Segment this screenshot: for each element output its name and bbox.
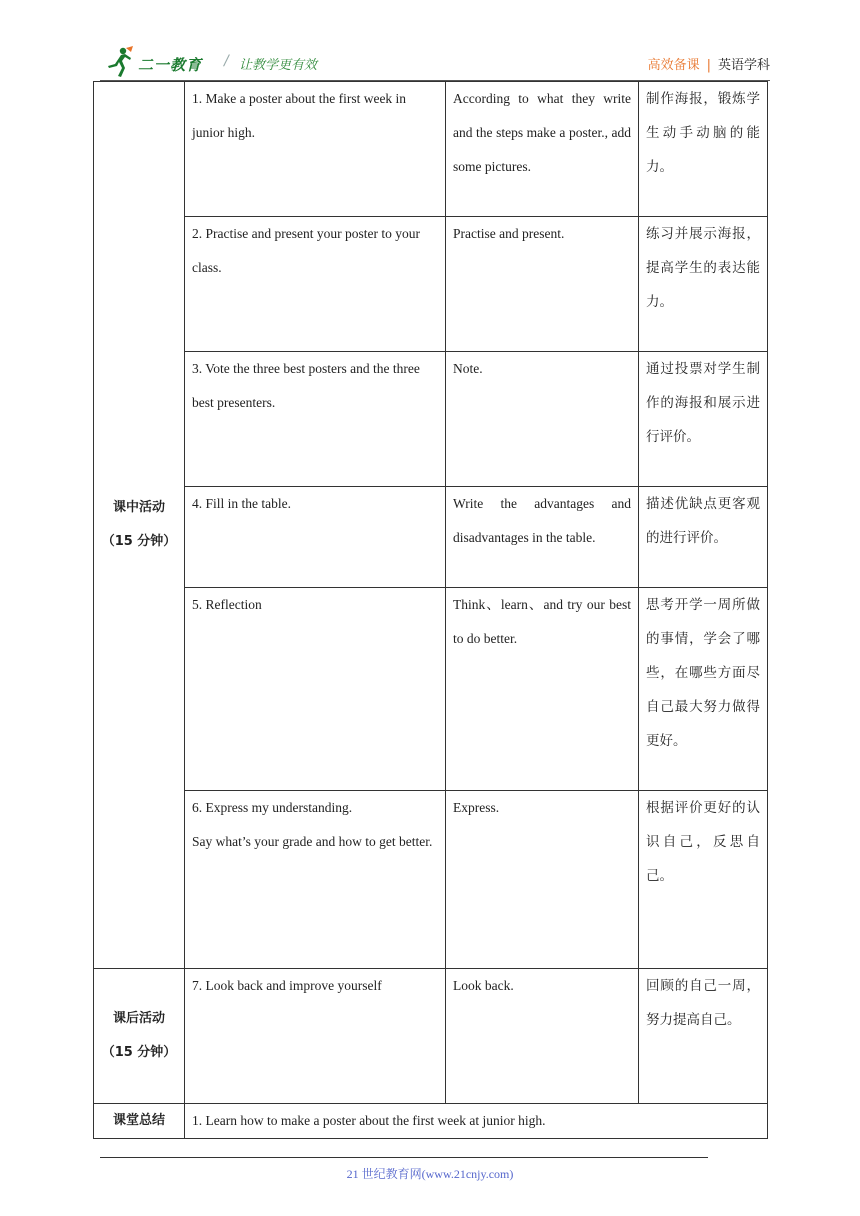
runner-logo-icon [104,46,134,78]
table-row [94,969,768,1104]
brand-name: 二一教育 [138,56,203,74]
student-activity-cell [446,352,639,487]
purpose-text: 通过投票对学生制作的海报和展示进行评价。 [646,361,760,445]
activity-text: Say what’s your grade and how to get better. [192,834,433,849]
activity-cell [185,352,446,487]
purpose-cell [639,791,768,969]
purpose-cell [639,217,768,352]
purpose-cell [639,588,768,791]
lesson-label: 高效备课 [647,58,700,73]
activity-cell [185,791,446,969]
student-activity-text: Practise and present. [453,226,565,241]
summary-text: 1. Learn how to make a poster about the first week at junior high. [185,1104,768,1139]
student-activity-text: Think、learn、and try our best to do better. [453,597,631,646]
student-activity-cell [446,217,639,352]
section-label: 课后活动 [112,1011,165,1026]
student-activity-cell [446,969,639,1104]
purpose-cell [639,352,768,487]
lesson-plan-table [93,81,768,1139]
header-divider: / [224,53,229,69]
table-row [94,487,768,588]
subject-label: 英语学科 [717,58,770,73]
header-right [648,54,770,73]
footer-source: 21 世纪教育网(www.21cnjy.com) [346,1167,514,1181]
purpose-text: 练习并展示海报，提高学生的表达能力。 [646,226,760,310]
student-activity-text: Write the advantages and disadvantages in the table. [453,496,631,545]
header-separator: | [706,58,711,73]
purpose-text: 回顾的自己一周，努力提高自己。 [646,978,760,1028]
activity-cell [185,969,446,1104]
student-activity-text: Note. [453,361,483,376]
activity-text: 2. Practise and present your poster to your class. [192,226,420,275]
activity-text: 3. Vote the three best posters and the three best presenters. [192,361,420,410]
section-duration: （15 分钟） [101,1045,177,1060]
section-label: 课中活动 [112,500,165,515]
table-row [94,791,768,969]
activity-cell [185,217,446,352]
student-activity-cell [446,487,639,588]
student-activity-text: Express. [453,800,500,815]
purpose-text: 思考开学一周所做的事情，学会了哪些，在哪些方面尽自己最大努力做得更好。 [646,597,760,749]
activity-text: 5. Reflection [192,597,262,612]
student-activity-text: According to what they write and the steps make a poster., add some pictures. [453,91,631,174]
purpose-cell [639,82,768,217]
table-row [94,588,768,791]
section-duration: （15 分钟） [101,534,177,549]
purpose-cell [639,487,768,588]
section-label-cell [94,82,185,969]
table-row [94,352,768,487]
activity-text: 7. Look back and improve yourself [192,978,382,993]
student-activity-cell [446,82,639,217]
purpose-text: 制作海报，锻炼学生动手动脑的能力。 [646,91,760,175]
footer-rule [100,1157,708,1158]
summary-row [94,1104,768,1139]
activity-text: 6. Express my understanding. [192,800,353,815]
section-label-cell [94,969,185,1104]
activity-text: 1. Make a poster about the first week in junior high. [192,91,407,140]
activity-cell [185,82,446,217]
table-row [94,82,768,217]
purpose-text: 描述优缺点更客观的进行评价。 [646,496,760,546]
student-activity-cell [446,588,639,791]
purpose-text: 根据评价更好的认识自己，反思自己。 [646,800,760,884]
brand-slogan: 让教学更有效 [239,58,318,73]
summary-label: 课堂总结 [94,1104,185,1139]
activity-text: 4. Fill in the table. [192,496,291,511]
page-header [100,44,770,82]
activity-cell [185,487,446,588]
activity-cell [185,588,446,791]
table-row [94,217,768,352]
student-activity-text: Look back. [453,978,514,993]
student-activity-cell [446,791,639,969]
purpose-cell [639,969,768,1104]
